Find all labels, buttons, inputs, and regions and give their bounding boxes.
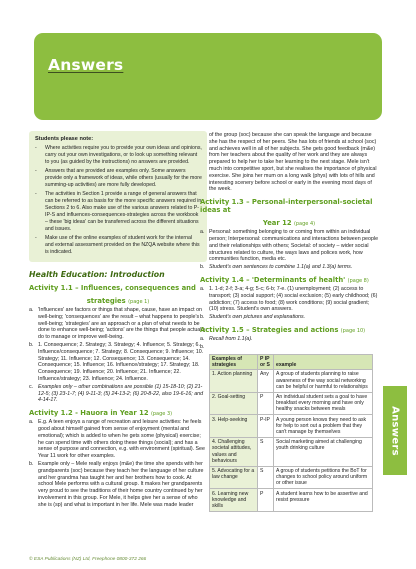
page-title: Answers xyxy=(48,56,124,74)
activity-1-1-heading: Activity 1.1 – Influences, consequences and xyxy=(29,284,196,292)
section-heading: Health Education: Introduction xyxy=(29,270,165,279)
table-row: 1. Action planning Any A group of students planning to raise awareness of the way social networking can be helpful or harmful to relationships xyxy=(210,369,373,392)
side-tab-answers xyxy=(383,386,407,475)
table-row: 3. Help-seeking P-IP A young person knows they need to ask for help to sort out a problem that they can't manage by themselves xyxy=(210,415,373,438)
answer-row: a. 'Influences' are factors or things that shape, cause, have an impact on well-being; 'consequences' are the result – what happens to people's well-being; 'strategies' are an approach or a plan of what needs to be done to enhance well-being; 'actions' are the things that people actually do to manage or improve well-being. xyxy=(29,307,206,341)
table-row: 6. Learning new knowledge and skills P A student learns how to be assertive and resist pressure xyxy=(210,489,373,512)
side-tab-label: Answers xyxy=(389,405,401,456)
answer-row: a. Recall from 1.1(a). xyxy=(200,335,253,342)
table-header: example xyxy=(274,354,373,369)
table-row: 5. Advocating for a law change S A group of students petitions the BoT for changes to school policy around uniform or other issue xyxy=(210,466,373,489)
note-item: - Make use of the online examples of student work for the internal and external assessment provided on the NZQA website where this is indicated. xyxy=(35,235,200,255)
answer-row: b. Student's own pictures and explanations. xyxy=(200,314,306,321)
table-header-row xyxy=(210,354,373,369)
table-header: P IP or S xyxy=(258,354,274,369)
student-note-box xyxy=(29,131,207,262)
activity-1-3-heading-line2: Year 12 (page 4) xyxy=(262,219,316,228)
activity-1-1-heading-line2: strategies (page 1) xyxy=(86,297,150,305)
footer-copyright: © ESA Publications (NZ) Ltd, Freephone 0800-372 266 xyxy=(29,557,147,562)
continued-text: of the group (soc) because she can speak the language and because she has the respect of her peers. She has lots of friends at school (soc) and achieves well in all of her subjects. She gets good feedback (m&e) from her teachers about the quality of her work and they are always prepared to help her to take her learning to the next stage. Mele isn't much into competitive sport, but she realises the importance of physical exercise. She joins her mum on a long walk (phys) with lots of hills and interesting scenery before school or early in the evening most days of the week. xyxy=(209,132,377,193)
note-item: - Where activities require you to provide your own ideas and opinions, carry out your own investigations, or to look up something relevant to you (as guided by the instructions) no answers are provided. xyxy=(35,145,202,165)
answer-row: a. Personal: something belonging to or coming from within an individual person; Interpersonal: communications and interactions between people and their relationships with others; Societal: of society – wider social structures related to culture, the ways laws and polices work, how communities function, media etc. xyxy=(200,229,379,263)
activity-1-4-heading: Activity 1.4 – 'Determinants of health' (page 8) xyxy=(200,275,369,284)
answer-row: c. Examples only – other combinations are possible (1) 15-18-10; (2) 21-12-5; (3) 23-1-7; (4) 9-11-3; (5) 24-13-2; (6) 20-8-22, also 19-6-16; and 4-14-17. xyxy=(29,383,204,404)
answer-row: b. xyxy=(200,343,205,350)
right-column xyxy=(200,131,378,512)
activity-1-3-heading: Activity 1.3 – Personal-interpersonal-societal ideas at xyxy=(200,198,373,215)
activity-1-2-heading: Activity 1.2 - Hauora in Year 12 (page 3) xyxy=(29,409,173,418)
note-title: Students please note: xyxy=(35,136,94,142)
answer-row: b. Example only – Mele really enjoys (m&e) the time she spends with her grandparents (soc) because they teach her the language of her culture and her grandma has taught her and her brothers how to cook. At school Mele performs with a cultural group. It makes her grandparents very proud to see the traditions of their home country continued by her involvement in this group. For Mele, it helps give her a sense of who she is (sp) and what is important in her life. Mele was made leader xyxy=(29,460,204,508)
table-row: 2. Goal-setting P An individual student sets a goal to have breakfast every morning and have only healthy snacks between meals xyxy=(210,392,373,415)
title-banner xyxy=(34,33,382,120)
note-item: - Answers that are provided are examples only. Some answers provide only a framework of ideas, while others (usually for the more summing-up activities) are more fully developed. xyxy=(35,168,202,188)
left-column xyxy=(29,131,207,509)
note-item: - The activities in Section 1 provide a range of general answers that can be referred to as basis for the more specific answers required in Sections 2 to 6. Also make use of the various answers related to P-IP-S and influences-consequences-strategies across the workbook – these 'big ideas' can be transferred across the different situations and issues. xyxy=(35,191,202,232)
answer-row: b. Student's own sentences to combine 1.1(a) and 1.3(a) terms. xyxy=(200,264,353,271)
activity-1-5-heading: Activity 1.5 – Strategies and actions (page 10) xyxy=(200,325,366,334)
answer-row: a. E.g. A teen enjoys a range of recreation and leisure activities: he feels good about himself gained from sense of enjoyment (mental and emotional); which is added to when he gets some (physical) exercise; he can spend time with others doing these things (social); and has a sense of purpose and connection, e.g. with environment (spiritual). See Year 11 work for other examples. xyxy=(29,419,205,460)
table-header: Examples of strategies xyxy=(210,354,258,369)
answer-row: a. 1. 1-d; 2-f; 3-a; 4-g; 5-c; 6-b; 7-e. (1) unemployment; (2) access to transport; (3) social support; (4) social exclusion; (5) early childhood; (6) addiction; (7) access to food; (8) work conditions; (9) social gradient; (10) stress. Student's own answers. xyxy=(200,285,378,313)
strategies-table xyxy=(209,354,373,512)
answer-row: b. 1. Consequence; 2. Strategy; 3. Strategy; 4. Influence; 5. Strategy; 6. Influence/consequence; 7. Strategy; 8. Consequence; 9. Influence; 10. Strategy; 11. Influence; 12. Consequence; 13. Consequence; 14. Consequence; 15. Influence; 16. Influence/strategy; 17. Strategy; 18. Consequence; 19. Influence; 20. Influence; 21. Influence; 22. Influence/strategy; 23. Influence; 24. Influence. xyxy=(29,341,204,382)
table-row: 4. Challenging societal attitudes, values and behaviours S Social marketing aimed at challenging youth drinking culture xyxy=(210,437,373,466)
